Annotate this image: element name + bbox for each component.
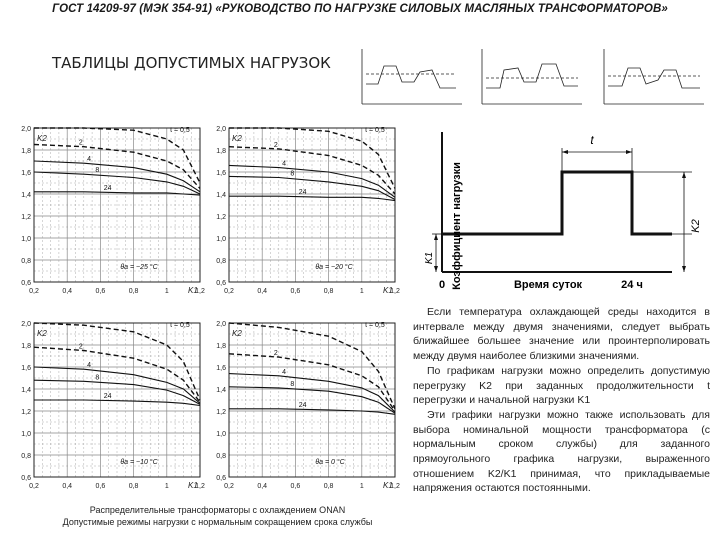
- y-tick-label: 1,6: [21, 170, 31, 177]
- x-tick-label: 0,6: [290, 288, 301, 295]
- x-tick-label: 0,4: [62, 483, 73, 490]
- series-line: [229, 354, 395, 411]
- x-tick-label: 1: [359, 483, 364, 490]
- ambient-temperature-label: θa = −10 °C: [120, 458, 158, 466]
- load-profile-sketches: [352, 44, 712, 119]
- y-tick-label: 1,4: [216, 387, 226, 394]
- y-tick-label: 0,8: [216, 258, 226, 265]
- series-label: 24: [298, 189, 307, 197]
- y-axis-label: K2: [37, 329, 47, 338]
- series-label: t = 0,5: [170, 127, 190, 134]
- x-tick-label: 0,2: [224, 288, 234, 295]
- y-tick-label: 1,2: [21, 409, 31, 416]
- x-tick-label: 1,2: [390, 288, 400, 295]
- x-tick-label: 1,2: [195, 288, 205, 295]
- load-chart-minus20: [203, 120, 403, 302]
- explain-t-label: t: [590, 133, 594, 147]
- series-label: 8: [95, 374, 100, 382]
- explain-ylabel: Коэффициент нагрузки: [451, 162, 463, 290]
- x-tick-label: 0,2: [29, 288, 39, 295]
- y-tick-label: 1,8: [216, 343, 226, 350]
- load-chart-minus10: [8, 315, 208, 497]
- ambient-temperature-label: θa = −20 °C: [315, 263, 353, 271]
- y-tick-label: 1,8: [21, 148, 31, 155]
- x-tick-label: 0,2: [224, 483, 234, 490]
- y-tick-label: 0,6: [216, 475, 226, 482]
- x-tick-label: 0,2: [29, 483, 39, 490]
- series-label: 24: [103, 393, 112, 400]
- y-tick-label: 1,2: [21, 214, 31, 221]
- y-tick-label: 1,4: [216, 192, 226, 199]
- y-tick-label: 1,2: [216, 409, 226, 416]
- explain-k1-label: K1: [424, 251, 435, 265]
- series-label: 4: [87, 156, 92, 164]
- x-tick-label: 1: [359, 288, 364, 295]
- body-paragraph-3: Эти графики нагрузки можно также использовать для выбора номинальной мощности трансформатора (с нормальным сроком службы) для заданного прямоугольного графика нагрузки, выраженного отношением K2/K1 принимая, что прикладываемые напряжения остаются постоянными.: [413, 408, 710, 495]
- series-label: t = 0,5: [365, 322, 385, 329]
- ambient-temperature-label: θa = 0 °C: [315, 458, 345, 466]
- x-tick-label: 0,6: [290, 483, 301, 490]
- series-label: t = 0,5: [170, 322, 190, 329]
- explain-x-start: 0: [438, 279, 446, 291]
- y-tick-label: 1,6: [216, 365, 226, 372]
- y-tick-label: 1,0: [216, 431, 226, 438]
- y-axis-label: K2: [232, 329, 242, 338]
- series-label: 24: [298, 401, 307, 409]
- y-tick-label: 2,0: [216, 126, 226, 133]
- y-tick-label: 1,0: [21, 236, 31, 243]
- y-tick-label: 2,0: [21, 126, 31, 133]
- series-label: 4: [282, 160, 287, 168]
- series-label: 2: [78, 139, 83, 147]
- document-header-title: ГОСТ 14209-97 (МЭК 354-91) «РУКОВОДСТВО ПО НАГРУЗКЕ СИЛОВЫХ МАСЛЯНЫХ ТРАНСФОРМАТОРОВ»: [52, 3, 668, 15]
- x-axis-label: K1: [188, 481, 198, 490]
- y-tick-label: 1,2: [216, 214, 226, 221]
- x-tick-label: 1: [164, 483, 169, 490]
- series-label: 2: [273, 141, 278, 149]
- x-tick-label: 0,6: [95, 288, 106, 295]
- x-tick-label: 0,8: [128, 483, 139, 490]
- load-profile-sketch-2: [482, 49, 582, 104]
- series-label: 2: [273, 350, 278, 358]
- section-title: ТАБЛИЦЫ ДОПУСТИМЫХ НАГРУЗОК: [52, 54, 331, 72]
- y-tick-label: 1,8: [21, 343, 31, 350]
- y-tick-label: 2,0: [216, 321, 226, 328]
- y-tick-label: 1,0: [21, 431, 31, 438]
- series-label: 8: [290, 170, 295, 178]
- x-tick-label: 1,2: [195, 483, 205, 490]
- series-label: 4: [87, 362, 92, 370]
- x-tick-label: 0,8: [323, 288, 334, 295]
- rectangular-load-diagram: [420, 126, 710, 304]
- series-label: 8: [95, 167, 100, 175]
- y-tick-label: 1,4: [21, 387, 31, 394]
- ambient-temperature-label: θa = −25 °C: [120, 263, 158, 271]
- series-label: t = 0,5: [365, 127, 385, 134]
- body-paragraph-2: По графикам нагрузки можно определить допустимую перегрузку K2 при заданных продолжительности t перегрузки и начальной нагрузки K1: [413, 364, 710, 407]
- load-profile-sketch-3: [604, 49, 704, 104]
- y-tick-label: 1,6: [216, 170, 226, 177]
- y-tick-label: 0,8: [216, 453, 226, 460]
- x-tick-label: 0,8: [323, 483, 334, 490]
- y-tick-label: 0,6: [216, 280, 226, 287]
- y-axis-label: K2: [232, 134, 242, 143]
- load-profile-sketch-1: [362, 49, 462, 104]
- y-tick-label: 2,0: [21, 321, 31, 328]
- caption-line-1: Распределительные трансформаторы с охлаждением ONAN: [89, 505, 346, 515]
- caption-line-2: Допустимые режимы нагрузки с нормальным сокращением срока службы: [62, 517, 373, 527]
- x-tick-label: 0,6: [95, 483, 106, 490]
- explain-k2-label: K2: [690, 219, 702, 233]
- series-label: 4: [282, 368, 287, 376]
- series-label: 8: [290, 380, 295, 388]
- load-chart-minus25: [8, 120, 208, 302]
- y-tick-label: 0,8: [21, 258, 31, 265]
- body-text: [413, 305, 710, 496]
- body-paragraph-1: Если температура охлаждающей среды находится в интервале между двумя значениями, следует выбрать ближайшее большее значение или проинтерполировать между двумя наиболее близкими значениями.: [413, 306, 710, 363]
- load-chart-zero: [203, 315, 403, 497]
- x-axis-label: K1: [383, 286, 393, 295]
- y-tick-label: 1,6: [21, 365, 31, 372]
- explain-xlabel: Время суток: [513, 279, 583, 291]
- y-axis-label: K2: [37, 134, 47, 143]
- x-tick-label: 1: [164, 288, 169, 295]
- y-tick-label: 0,6: [21, 475, 31, 482]
- x-tick-label: 0,4: [257, 483, 268, 490]
- y-tick-label: 1,4: [21, 192, 31, 199]
- x-tick-label: 0,4: [62, 288, 73, 295]
- y-tick-label: 1,8: [216, 148, 226, 155]
- x-axis-label: K1: [188, 286, 198, 295]
- x-axis-label: K1: [383, 481, 393, 490]
- y-tick-label: 0,8: [21, 453, 31, 460]
- y-tick-label: 1,0: [216, 236, 226, 243]
- x-tick-label: 0,4: [257, 288, 268, 295]
- x-tick-label: 0,8: [128, 288, 139, 295]
- explain-x-end: 24 ч: [621, 279, 643, 291]
- series-label: 24: [103, 184, 112, 192]
- y-tick-label: 0,6: [21, 280, 31, 287]
- series-label: 2: [78, 343, 83, 351]
- x-tick-label: 1,2: [390, 483, 400, 490]
